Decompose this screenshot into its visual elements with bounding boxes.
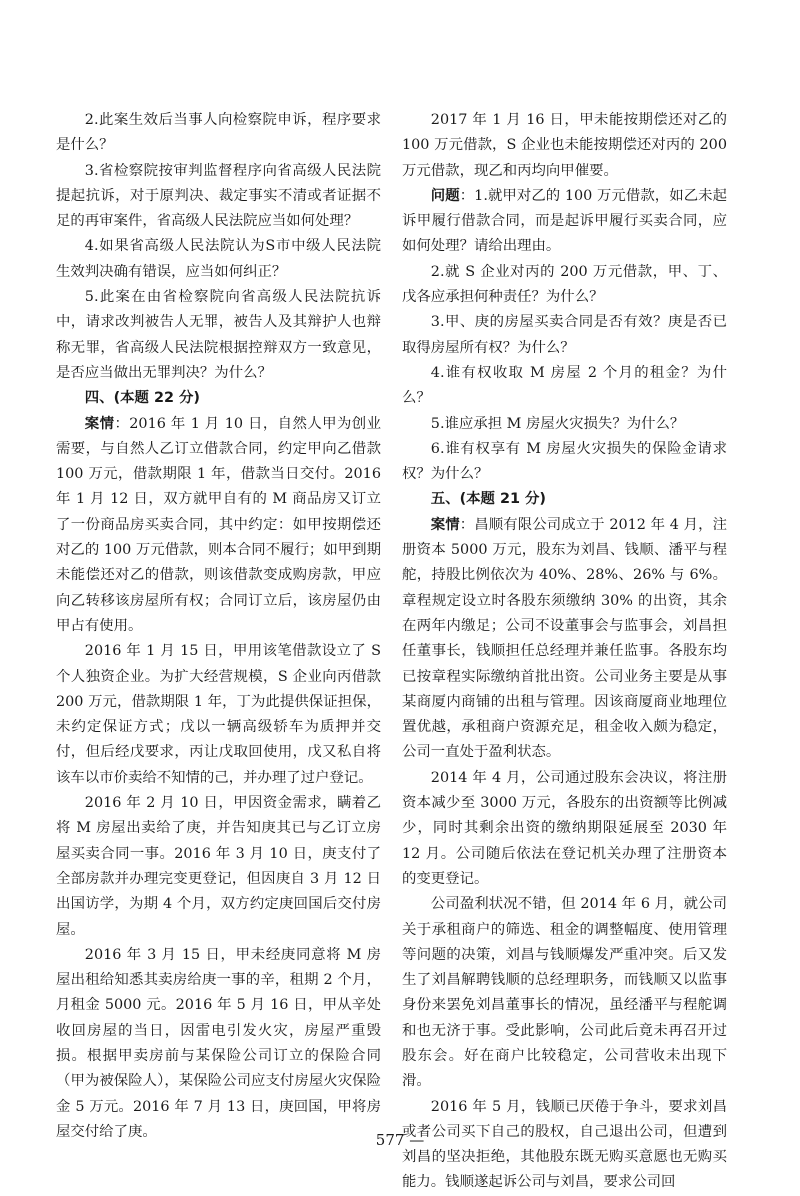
question-3: 3.甲、庚的房屋买卖合同是否有效？庚是否已取得房屋所有权？为什么？ — [402, 314, 727, 356]
paragraph: 2016 年 1 月 15 日，甲用该笔借款设立了 S 个人独资企业。为扩大经营规模，S 企业向丙借款 200 万元，借款期限 1 年，丁为此提供保证担保，未约定保证方式；戊以一辆高级轿车为质押并交付，但后经戊要求，丙让戊取回使用，戊又私自将该车以市价卖给不知情的己，并办理了过户登记。 — [56, 643, 381, 786]
paragraph: 公司盈利状况不错，但 2014 年 6 月，就公司关于承租商户的筛选、租金的调整幅度、使用管理等问题的决策，刘昌与钱顺爆发严重冲突。后又发生了刘昌解聘钱顺的总经理职务，而钱顺又以监事身份来罢免刘昌董事长的情况，虽经潘平与程舵调和也无济于事。受此影响，公司此后竟未再召开过股东会。好在商户比较稳定，公司营收未出现下滑。 — [402, 896, 727, 1090]
page-number: 577 — — [375, 1131, 425, 1149]
question-1: ：1.就甲对乙的 100 万元借款，如乙未起诉甲履行借款合同，而是起诉甲履行买卖合同，应如何处理？请给出理由。 — [402, 187, 727, 255]
case-label: 案情 — [430, 516, 460, 533]
case-text: ：昌顺有限公司成立于 2012 年 4 月，注册资本 5000 万元，股东为刘昌、钱顺、潘平与程舵，持股比例依次为 40%、28%、26% 与 6%。章程规定设立时各股东须缴纳 30% 的出资，其余在两年内缴足；公司不设董事会与监事会，刘昌担任董事长，钱顺担任总经理并兼任监事。各股东均已按章程实际缴纳首批出资。公司业务主要是从事某商厦内商铺的出租与管理。因该商厦商业地理位置优越，承租商户资源充足，租金收入颇为稳定，公司一直处于盈利状态。 — [402, 516, 727, 761]
case-paragraph — [56, 412, 381, 640]
section-heading-4: 四、(本题 22 分) — [84, 390, 200, 407]
question-5: 5.谁应承担 M 房屋火灾损失？为什么？ — [430, 415, 685, 432]
right-column — [402, 108, 727, 1196]
paragraph: 2014 年 4 月，公司通过股东会决议，将注册资本减少至 3000 万元，各股东的出资额等比例减少，同时其剩余出资的缴纳期限延展至 2030 年 12 月。公司随后依法在登记机关办理了注册资本的变更登记。 — [402, 769, 727, 887]
paragraph: 2016 年 2 月 10 日，甲因资金需求，瞒着乙将 M 房屋出卖给了庚，并告知庚其已与乙订立房屋买卖合同一事。2016 年 3 月 10 日，庚支付了全部房款并办理完变更登记，但因庚自 3 月 12 日出国访学，为期 4 个月，双方约定庚回国后交付房屋。 — [56, 795, 381, 938]
paragraph: 2017 年 1 月 16 日，甲未能按期偿还对乙的 100 万元借款，S 企业也未能按期偿还对丙的 200 万元借款，现乙和丙均向甲催要。 — [402, 112, 727, 179]
question-2: 2.此案生效后当事人向检察院申诉，程序要求是什么？ — [56, 112, 381, 154]
case-label: 案情 — [84, 415, 115, 432]
question-5: 5.此案在由省检察院向省高级人民法院抗诉中，请求改判被告人无罪，被告人及其辩护人也辩称无罪，省高级人民法院根据控辩双方一致意见，是否应当做出无罪判决？为什么？ — [56, 289, 381, 381]
paragraph: 2016 年 5 月，钱顺已厌倦于争斗，要求刘昌或者公司买下自己的股权，自己退出公司，但遭到刘昌的坚决拒绝，其他股东既无购买意愿也无购买能力。钱顺遂起诉公司与刘昌，要求公司回 — [402, 1098, 727, 1191]
section-heading-5: 五、(本题 21 分) — [430, 491, 546, 508]
questions-label: 问题 — [430, 187, 460, 204]
paragraph: 2016 年 3 月 15 日，甲未经庚同意将 M 房屋出租给知悉其卖房给庚一事的辛，租期 2 个月，月租金 5000 元。2016 年 5 月 16 日，甲从辛处收回房屋的当日，因雷电引发火灾，房屋严重毁损。根据甲卖房前与某保险公司订立的保险合同（甲为被保险人），某保险公司应支付房屋火灾保险金 5 万元。2016 年 7 月 13 日，庚回国，甲将房屋交付给了庚。 — [56, 946, 381, 1140]
question-6: 6.谁有权享有 M 房屋火灾损失的保险金请求权？为什么？ — [402, 440, 727, 483]
left-column — [56, 108, 381, 1145]
question-2: 2.就 S 企业对丙的 200 万元借款，甲、丁、戊各应承担何种责任？为什么？ — [402, 263, 727, 306]
case-text: ：2016 年 1 月 10 日，自然人甲为创业需要，与自然人乙订立借款合同，约定甲向乙借款 100 万元，借款期限 1 年，借款当日交付。2016 年 1 月 12 日，双方就甲自有的 M 商品房又订立了一份商品房买卖合同，其中约定：如甲按期偿还对乙的 100 万元借款，则本合同不履行；如甲到期未能偿还对乙的借款，则该借款变成购房款，甲应向乙转移该房屋所有权；合同订立后，该房屋仍由甲占有使用。 — [56, 415, 381, 634]
question-4: 4.谁有权收取 M 房屋 2 个月的租金？为什么？ — [402, 364, 727, 407]
question-4: 4.如果省高级人民法院认为S市中级人民法院生效判决确有错误，应当如何纠正？ — [56, 238, 381, 280]
questions-paragraph — [402, 184, 727, 260]
question-3: 3.省检察院按审判监督程序向省高级人民法院提起抗诉，对于原判决、裁定事实不清或者证据不足的再审案件，省高级人民法院应当如何处理？ — [56, 162, 381, 230]
case-paragraph — [402, 513, 727, 766]
